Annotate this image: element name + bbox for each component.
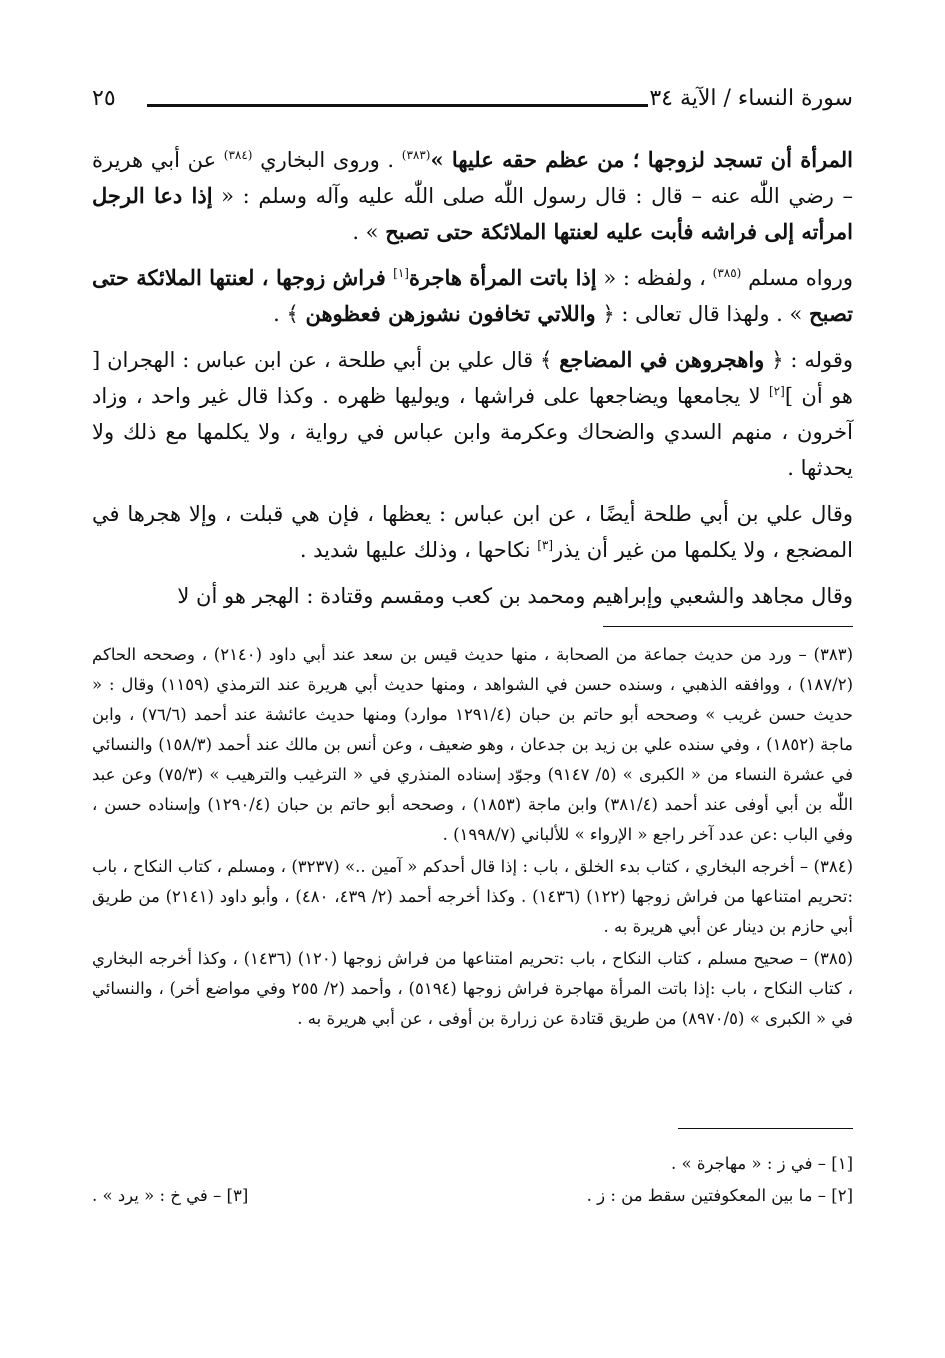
page-number: ٢٥ (92, 86, 116, 111)
footnote: (٣٨٣) – ورد من حديث جماعة من الصحابة ، منها حديث قيس بن سعد عند أبي داود (٢١٤٠) ، وصححه الحاكم (١٨٧/٢) ، ووافقه الذهبي ، وسنده حسن في الشواهد ، ومنها حديث أبي هريرة عند الترمذي (١١٥٩) وقال : « حديث حسن غريب » وصححه أبو حاتم بن حبان (١٢٩١/٤ موارد) ومنها حديث عائشة عند أحمد (٧٦/٦) ، وابن ماجة (١٨٥٢) ، وفي سنده علي بن زيد بن جدعان ، وهو ضعيف ، وعن أنس بن مالك عند أحمد (١٥٨/٣) والنسائي في عشرة النساء من « الكبرى » (٥/ ٩١٤٧) وجوّد إسناده المنذري في « الترغيب والترهيب » (٧٥/٣) وعن عبد اللّٰه بن أبي أوفى عند أحمد (٣٨١/٤) وابن ماجة (١٨٥٣) ، وصححه أبو حاتم بن حبان (١٢٩٠/٤) وإسناده حسن ، وفي الباب :عن عدد آخر راجع « الإرواء » للألباني (١٩٩٨/٧) . (92, 645, 853, 844)
text-run: وقال علي بن أبي طلحة أيضًا ، عن ابن عباس : يعظها ، فإن هي قبلت ، وإلا هجرها في المضجع ، ولا يكلمها من غير أن يذر (92, 502, 853, 562)
notes-divider (678, 1128, 853, 1129)
text-run: ورواه مسلم (741, 266, 853, 290)
quoted-text: واهجروهن في المضاجع (559, 347, 765, 372)
quoted-text: فراش زوجها ، لعنتها الملائكة حتى تصبح (92, 265, 853, 326)
note-3: [٣] – في خ : « يرد » . (92, 1186, 249, 1205)
reference-marker: [٢] (768, 384, 785, 398)
reference-marker: [١] (393, 266, 409, 280)
note-row-1 (92, 1148, 853, 1180)
text-run: » . (352, 220, 386, 244)
paragraph (92, 142, 853, 250)
quoted-text: إذا باتت المرأة هاجرة (408, 265, 597, 290)
paragraph (92, 260, 853, 332)
text-run: » . ولهذا قال تعالى : ﴿ (595, 302, 810, 326)
text-run: وقال مجاهد والشعبي وإبراهيم ومحمد بن كعب ومقسم وقتادة : الهجر هو أن لا (177, 584, 853, 608)
text-run: ﴾ قال علي بن أبي طلحة ، عن ابن عباس : الهجران [ هو أن ] (92, 348, 853, 408)
note-2: [٢] – ما بين المعكوفتين سقط من : ز . (586, 1186, 853, 1205)
text-run: نكاحها ، وذلك عليها شديد . (299, 538, 538, 562)
text-run: . وروى البخاري (252, 148, 402, 172)
text-run: ، ولفظه : « (596, 266, 713, 290)
quoted-text: إذا دعا الرجل امرأته إلى فراشه فأبت عليه لعنتها الملائكة حتى تصبح (92, 183, 853, 244)
editorial-notes (92, 1148, 853, 1212)
note-row-2 (92, 1180, 853, 1212)
footnote: (٣٨٤) – أخرجه البخاري ، كتاب بدء الخلق ، باب : إذا قال أحدكم « آمين ..» (٣٢٣٧) ، ومسلم ، كتاب النكاح ، باب :تحريم امتناعها من فراش زوجها (١٢٢) (١٤٣٦) . وكذا أخرجه أحمد (٢/ ٤٣٩، ٤٨٠) ، وأبو داود (٢١٤١) من طريق أبي حازم بن دينار عن أبي هريرة به . (92, 857, 854, 936)
main-text (92, 142, 853, 624)
quoted-text: المرأة أن تسجد لزوجها ؛ من عظم حقه عليها » (430, 147, 853, 172)
header-rule (147, 104, 648, 107)
reference-marker: (٣٨٥) (712, 266, 742, 280)
running-title: سورة النساء / الآية ٣٤ (649, 86, 853, 111)
reference-marker: [٣] (537, 538, 554, 552)
text-run: وقوله : ﴿ (764, 348, 854, 372)
quoted-text: واللاتي تخافون نشوزهن فعظوهن (305, 301, 596, 326)
footnotes (92, 640, 853, 1036)
text-run: لا يجامعها ويضاجعها على فراشها ، ويوليها ظهره . وكذا قال غير واحد ، وزاد آخرون ، منهم السدي والضحاك وعكرمة وابن عباس في رواية ، ولا يكلمها مع ذلك ولا يحدثها . (92, 384, 853, 480)
footnote-divider (603, 626, 853, 627)
paragraph (92, 578, 853, 614)
reference-marker: (٣٨٤) (223, 148, 253, 162)
footnote: (٣٨٥) – صحيح مسلم ، كتاب النكاح ، باب :تحريم امتناعها من فراش زوجها (١٢٠) (١٤٣٦) ، وكذا أخرجه البخاري ، كتاب النكاح ، باب :إذا باتت المرأة مهاجرة فراش زوجها (٥١٩٤) ، وأحمد (٢/ ٢٥٥ وفي مواضع أخر) ، والنسائي في « الكبرى » (٨٩٧٠/٥) من طريق قتادة عن زرارة بن أوفى ، عن أبي هريرة به . (92, 949, 854, 1028)
paragraph (92, 342, 853, 486)
page-header (92, 86, 853, 126)
paragraph (92, 496, 853, 568)
text-run: عن أبي هريرة – رضي اللّٰه عنه – قال : قال رسول اللّٰه صلى اللّٰه عليه وآله وسلم : « (92, 148, 853, 208)
reference-marker: (٣٨٣) (401, 148, 431, 162)
note-1: [١] – في ز : « مهاجرة » . (671, 1154, 853, 1173)
text-run: ﴾ . (273, 302, 306, 326)
